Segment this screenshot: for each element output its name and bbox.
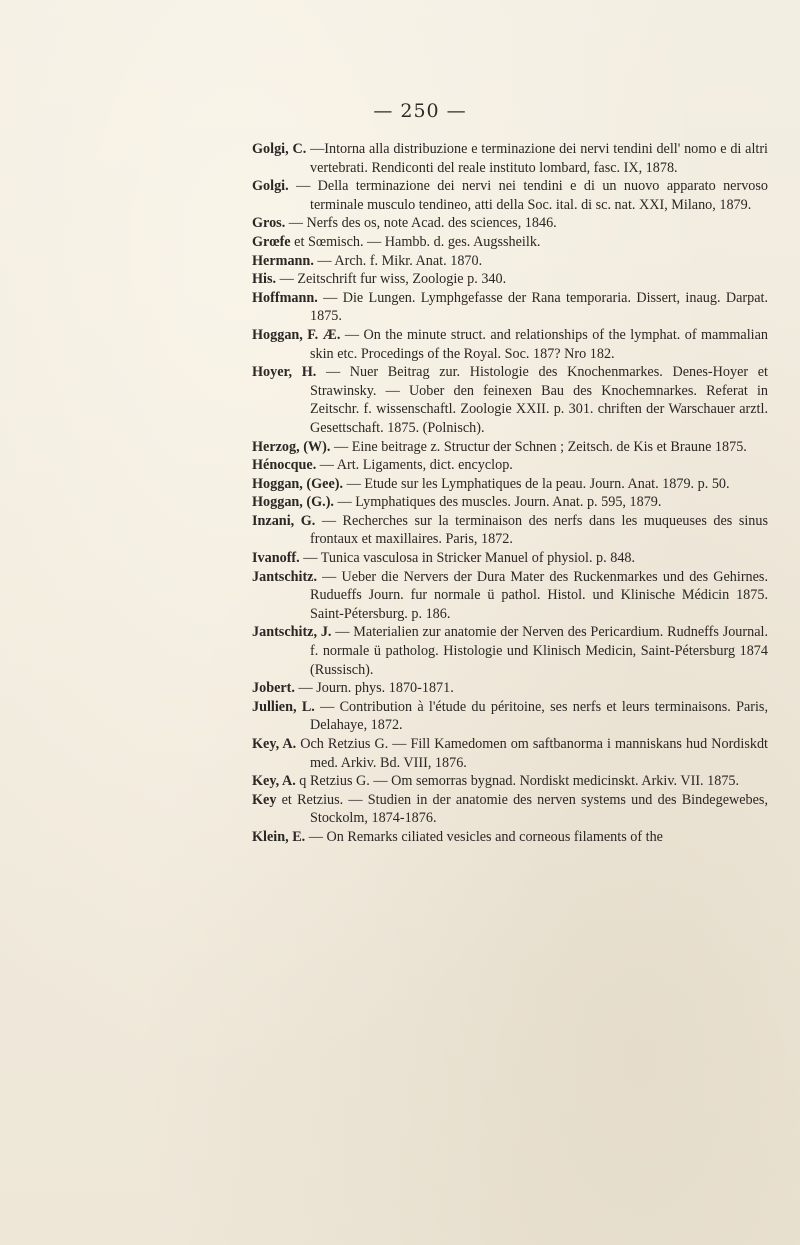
entry-text: —Intorna alla distribuzione e terminazione dei nervi tendini dell' nomo e di altri vertebrati. Rendiconti del reale instituto lombard, fasc. IX, 1878. [306, 141, 769, 176]
bibliography-entry [252, 512, 768, 549]
bibliography-entry [252, 623, 768, 679]
entry-text: — Eine beitrage z. Structur der Schnen ; Zeitsch. de Kis et Braune 1875. [330, 438, 747, 455]
entry-text: — Die Lungen. Lymphgefasse der Rana temporaria. Dissert, inaug. Darpat. 1875. [310, 289, 768, 325]
bibliography-entry [252, 233, 768, 252]
bibliography-entry [252, 679, 768, 698]
bibliography-entry [252, 493, 768, 512]
bibliography-entry [252, 289, 768, 326]
bibliography-list [252, 140, 768, 847]
entry-author: Klein, E. [252, 828, 306, 845]
entry-author: Gros. [252, 215, 286, 232]
entry-author: Jobert. [252, 680, 295, 697]
entry-author: Hénocque. [252, 457, 317, 474]
bibliography-entry [252, 772, 768, 791]
entry-text: — Arch. f. Mikr. Anat. 1870. [313, 252, 483, 269]
bibliography-entry [252, 456, 768, 475]
entry-author: Inzani, G. [252, 512, 316, 529]
entry-author: Jullien, L. [252, 698, 315, 715]
bibliography-entry [252, 177, 768, 214]
bibliography-entry [252, 735, 768, 772]
entry-author: Jantschitz. [252, 568, 318, 585]
entry-text: — Contribution à l'étude du péritoine, ses nerfs et leurs terminaisons. Paris, Delahaye, 1872. [310, 698, 768, 734]
entry-author: Grœfe [252, 233, 291, 250]
entry-author: Herzog, (W). [252, 438, 331, 455]
bibliography-entry [252, 214, 768, 233]
entry-text: — On the minute struct. and relationships of the lymphat. of mammalian skin etc. Procedings of the Royal. Soc. 187? Nro 182. [310, 326, 769, 362]
entry-author: Key [252, 791, 277, 808]
bibliography-entry [252, 270, 768, 289]
entry-text: — On Remarks ciliated vesicles and corneous filaments of the [305, 828, 663, 845]
page-number: — 250 — [373, 100, 467, 122]
entry-text: — Della terminazione dei nervi nei tendini e di un nuovo apparato nervoso terminale musculo tendineo, atti della Soc. ital. di sc. nat. XXI, Milano, 1879. [288, 178, 768, 213]
entry-text: — Tunica vasculosa in Stricker Manuel of physiol. p. 848. [299, 550, 636, 567]
entry-author: Hoggan, (Gee). [252, 475, 344, 492]
entry-text: — Nerfs des os, note Acad. des sciences, 1846. [285, 215, 557, 232]
bibliography-entry [252, 698, 768, 735]
entry-text: — Journ. phys. 1870-1871. [294, 680, 454, 697]
entry-text: — Materialien zur anatomie der Nerven des Pericardium. Rudneffs Journal. f. normale ü patholog. Histologie und Klinisch Medicin, Saint-Pétersburg 1874 (Russisch). [310, 624, 769, 678]
entry-author: Hoyer, H. [252, 364, 317, 381]
entry-text: — Ueber die Nervers der Dura Mater des Ruckenmarkes und des Gehirnes. Rudueffs Journ. fur normale ü pathol. Histol. und Klinische Médicin 1875. Saint-Pétersburg. p. 186. [310, 568, 768, 622]
entry-author: Hoggan, (G.). [252, 494, 334, 511]
entry-author: Key, A. [252, 736, 297, 752]
entry-author: Hermann. [252, 252, 314, 269]
bibliography-entry [252, 363, 768, 437]
bibliography-entry [252, 475, 768, 494]
entry-author: Ivanoff. [252, 550, 300, 567]
entry-author: Key, A. [252, 773, 296, 790]
bibliography-entry [252, 791, 768, 828]
entry-author: Jantschitz, J. [252, 624, 332, 641]
bibliography-entry [252, 326, 768, 363]
entry-author: His. [252, 271, 277, 288]
entry-text: Och Retzius G. — Fill Kamedomen om saftbanorma i manniskans hud Nordiskdt med. Arkiv. Bd. VIII, 1876. [296, 736, 768, 771]
bibliography-entry [252, 568, 768, 624]
entry-author: Hoggan, F. Æ. [252, 326, 341, 343]
entry-text: — Zeitschrift fur wiss, Zoologie p. 340. [276, 271, 507, 288]
bibliography-entry [252, 252, 768, 271]
bibliography-entry [252, 549, 768, 568]
entry-author: Golgi, C. [252, 141, 307, 157]
entry-text: — Etude sur les Lymphatiques de la peau. Journ. Anat. 1879. p. 50. [343, 475, 730, 492]
bibliography-entry [252, 140, 768, 177]
entry-text: — Recherches sur la terminaison des nerfs dans les muqueuses des sinus frontaux et maxillaires. Paris, 1872. [310, 512, 768, 548]
entry-text: — Nuer Beitrag zur. Histologie des Knochenmarkes. Denes-Hoyer et Strawinsky. — Uober den feinexen Bau des Knochemnarkes. Referat in Zeitschr. f. wissenschaftl. Zoologie XXII. p. 301. chriften der Warschauer arztl. Gesettschaft. 1875. (Polnisch). [310, 364, 768, 436]
entry-text: q Retzius G. — Om semorras bygnad. Nordiskt medicinskt. Arkiv. VII. 1875. [295, 773, 740, 790]
bibliography-entry [252, 438, 768, 457]
entry-author: Hoffmann. [252, 289, 318, 306]
entry-text: — Lymphatiques des muscles. Journ. Anat. p. 595, 1879. [333, 494, 662, 511]
entry-text: — Art. Ligaments, dict. encyclop. [316, 457, 513, 474]
bibliography-entry [252, 828, 768, 847]
entry-text: et Retzius. — Studien in der anatomie des nerven systems und des Bindegewebes, Stockolm, 1874-1876. [276, 791, 768, 827]
entry-text: et Sœmisch. — Hambb. d. ges. Augssheilk. [290, 233, 541, 250]
entry-author: Golgi. [252, 178, 289, 195]
